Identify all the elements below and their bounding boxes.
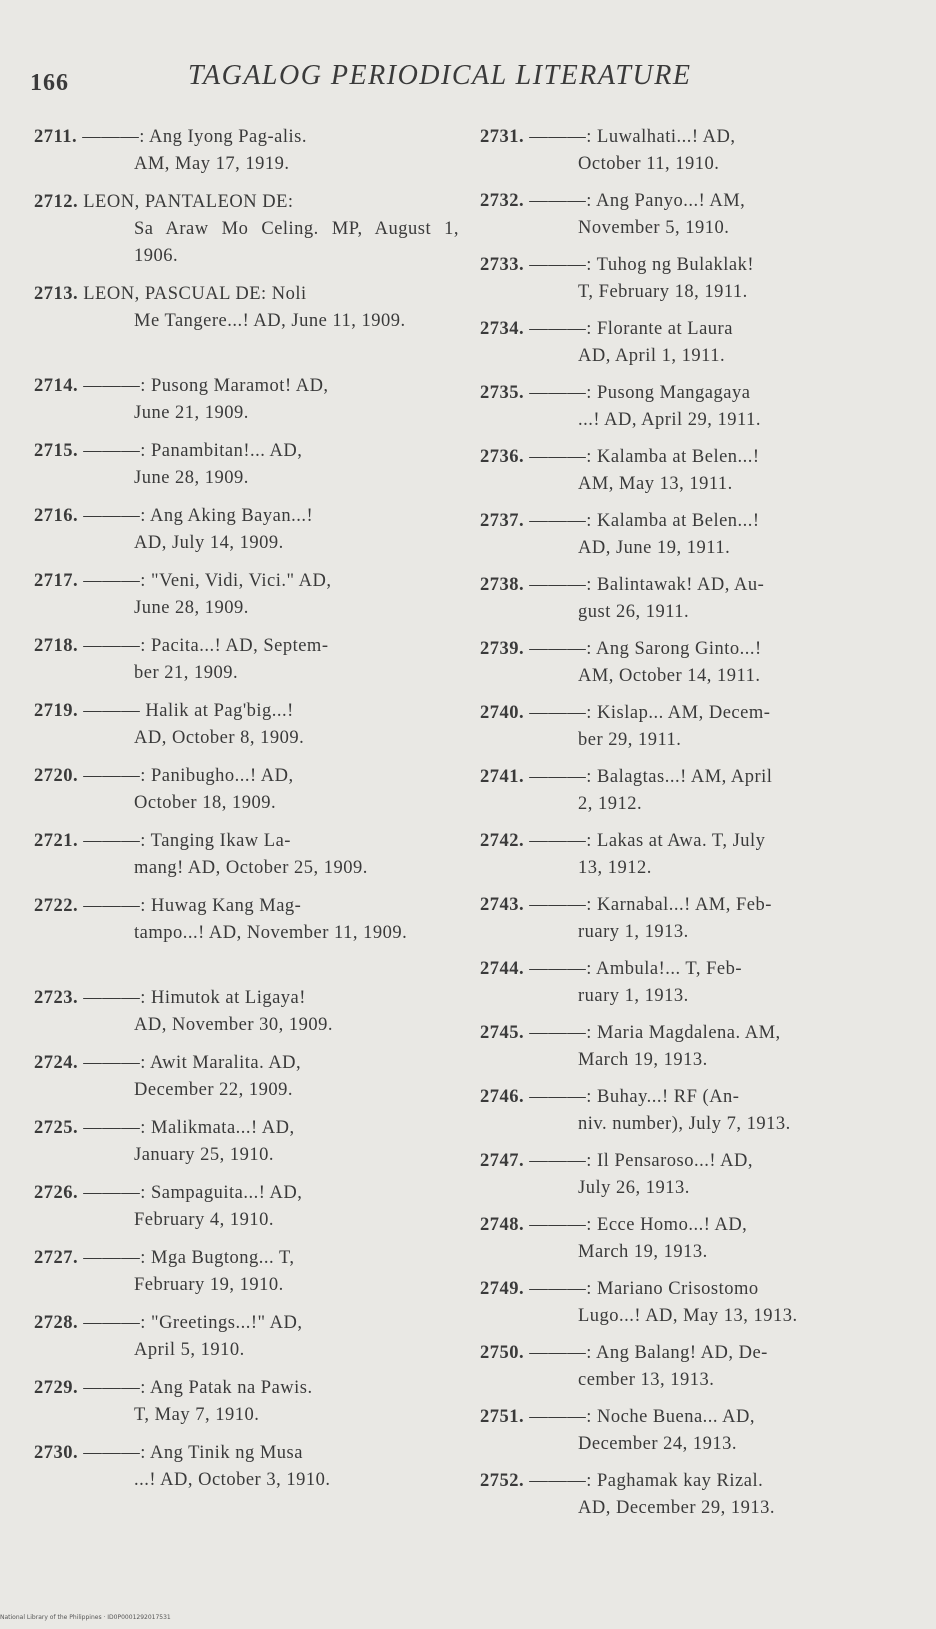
entry-text: ———: Panibugho...! AD,	[83, 766, 294, 786]
entry-first-line	[34, 1375, 459, 1402]
entry-continuation: AM, October 14, 1911.	[578, 666, 761, 686]
entry-continuation: January 25, 1910.	[134, 1145, 275, 1165]
entry-first-line	[34, 503, 459, 530]
entry-number: 2725.	[34, 1118, 79, 1138]
entry-text: ———: Noche Buena... AD,	[529, 1407, 756, 1427]
entry-continuation: March 19, 1913.	[578, 1242, 708, 1262]
entry-continuation: ruary 1, 1913.	[578, 922, 689, 942]
entry-continuation: niv. number), July 7, 1913.	[578, 1114, 791, 1134]
bibliography-entry	[480, 1404, 915, 1468]
bibliography-entry	[480, 1148, 915, 1212]
entry-text: ———: Maria Magdalena. AM,	[529, 1023, 781, 1043]
entry-continuation: Me Tangere...! AD, June 11, 1909.	[134, 311, 406, 331]
entry-continuation: June 21, 1909.	[134, 403, 249, 423]
entry-number: 2739.	[480, 639, 525, 659]
entry-first-line	[480, 124, 915, 151]
entry-continuation: Sa Araw Mo Celing. MP, August 1, 1906.	[134, 219, 459, 266]
entry-text: ———: Awit Maralita. AD,	[83, 1053, 302, 1073]
entry-text: ———: Ang Sarong Ginto...!	[529, 639, 762, 659]
entry-number: 2712.	[34, 192, 79, 212]
entry-number: 2745.	[480, 1023, 525, 1043]
entry-continuation: ber 21, 1909.	[134, 663, 239, 683]
entry-continuation: February 19, 1910.	[134, 1275, 284, 1295]
bibliography-entry	[34, 985, 459, 1050]
entry-first-line	[480, 700, 915, 727]
entry-continuation: T, May 7, 1910.	[134, 1405, 260, 1425]
entry-first-line	[34, 633, 459, 660]
entry-text: ———: Balagtas...! AM, April	[529, 767, 773, 787]
entry-number: 2749.	[480, 1279, 525, 1299]
entry-number: 2728.	[34, 1313, 79, 1333]
entry-text: ———: Balintawak! AD, Au-	[529, 575, 765, 595]
entry-continuation: 13, 1912.	[578, 858, 652, 878]
entry-number: 2751.	[480, 1407, 525, 1427]
entry-continuation: AM, May 13, 1911.	[578, 474, 733, 494]
entry-number: 2736.	[480, 447, 525, 467]
entry-first-line	[34, 1050, 459, 1077]
bibliography-entry	[480, 380, 915, 444]
right-column	[480, 124, 915, 1532]
entry-continuation: July 26, 1913.	[578, 1178, 690, 1198]
bibliography-entry	[34, 633, 459, 698]
page-number: 166	[30, 70, 69, 96]
entry-first-line	[34, 1245, 459, 1272]
page-header	[30, 60, 910, 104]
entry-first-line	[480, 892, 915, 919]
bibliography-entry	[34, 568, 459, 633]
bibliography-entry	[480, 444, 915, 508]
bibliography-entry	[480, 700, 915, 764]
entry-continuation: ...! AD, October 3, 1910.	[134, 1470, 331, 1490]
entry-text: ———: Kalamba at Belen...!	[529, 511, 760, 531]
entry-number: 2727.	[34, 1248, 79, 1268]
entry-first-line	[480, 956, 915, 983]
bibliography-entry	[480, 508, 915, 572]
entry-first-line	[34, 189, 459, 216]
entry-continuation: December 22, 1909.	[134, 1080, 294, 1100]
entry-first-line	[34, 568, 459, 595]
entry-text: ———: Sampaguita...! AD,	[83, 1183, 303, 1203]
entry-text: ———: Kalamba at Belen...!	[529, 447, 760, 467]
bibliography-entry	[480, 124, 915, 188]
entry-text: ———: Malikmata...! AD,	[83, 1118, 295, 1138]
entry-number: 2740.	[480, 703, 525, 723]
bibliography-entry	[34, 828, 459, 893]
entry-text: ———: Pacita...! AD, Septem-	[83, 636, 329, 656]
entry-continuation: March 19, 1913.	[578, 1050, 708, 1070]
bibliography-entry	[34, 1440, 459, 1505]
entry-text: ———: Ang Patak na Pawis.	[83, 1378, 313, 1398]
entry-text: ———: Mga Bugtong... T,	[83, 1248, 295, 1268]
entry-number: 2748.	[480, 1215, 525, 1235]
entry-number: 2717.	[34, 571, 79, 591]
entry-first-line	[34, 281, 459, 308]
entry-text: ———: Ang Balang! AD, De-	[529, 1343, 768, 1363]
entry-text: ———: Ang Tinik ng Musa	[83, 1443, 303, 1463]
entry-number: 2723.	[34, 988, 79, 1008]
entry-first-line	[480, 316, 915, 343]
entry-first-line	[480, 1404, 915, 1431]
entry-first-line	[34, 373, 459, 400]
entry-number: 2730.	[34, 1443, 79, 1463]
entry-text: ———: Himutok at Ligaya!	[83, 988, 306, 1008]
entry-number: 2750.	[480, 1343, 525, 1363]
entry-continuation: June 28, 1909.	[134, 598, 249, 618]
entry-text: ———: Huwag Kang Mag-	[83, 896, 302, 916]
entry-first-line	[480, 764, 915, 791]
entry-text: ———: Ambula!... T, Feb-	[529, 959, 743, 979]
entry-text: ———: Tuhog ng Bulaklak!	[529, 255, 755, 275]
entry-first-line	[480, 1340, 915, 1367]
bibliography-entry	[480, 956, 915, 1020]
entry-first-line	[480, 572, 915, 599]
entry-continuation: mang! AD, October 25, 1909.	[134, 858, 368, 878]
bibliography-entry	[34, 373, 459, 438]
entry-number: 2719.	[34, 701, 79, 721]
entry-text: ———: Buhay...! RF (An-	[529, 1087, 740, 1107]
entry-first-line	[34, 1310, 459, 1337]
bibliography-entry	[480, 636, 915, 700]
entry-text: LEON, PASCUAL DE: Noli	[83, 284, 307, 304]
entry-continuation: AM, May 17, 1919.	[134, 154, 290, 174]
entry-first-line	[480, 1468, 915, 1495]
entry-first-line	[34, 124, 459, 151]
bibliography-entry	[34, 438, 459, 503]
entry-number: 2744.	[480, 959, 525, 979]
entry-number: 2714.	[34, 376, 79, 396]
bibliography-entry	[480, 764, 915, 828]
entry-number: 2747.	[480, 1151, 525, 1171]
entry-continuation: T, February 18, 1911.	[578, 282, 748, 302]
entry-first-line	[34, 438, 459, 465]
entry-continuation: cember 13, 1913.	[578, 1370, 715, 1390]
bibliography-entry	[34, 698, 459, 763]
entry-text: ———: Paghamak kay Rizal.	[529, 1471, 764, 1491]
entry-number: 2742.	[480, 831, 525, 851]
bibliography-entry	[480, 1212, 915, 1276]
entry-continuation: April 5, 1910.	[134, 1340, 245, 1360]
entry-continuation: October 11, 1910.	[578, 154, 720, 174]
entry-first-line	[480, 252, 915, 279]
bibliography-entry	[34, 1375, 459, 1440]
entry-continuation: February 4, 1910.	[134, 1210, 275, 1230]
bibliography-entry	[34, 1115, 459, 1180]
entry-continuation: AD, October 8, 1909.	[134, 728, 305, 748]
entry-continuation: gust 26, 1911.	[578, 602, 690, 622]
entry-number: 2729.	[34, 1378, 79, 1398]
entry-first-line	[480, 444, 915, 471]
bibliography-entry	[34, 1180, 459, 1245]
bibliography-entry	[480, 1468, 915, 1532]
bibliography-entry	[480, 316, 915, 380]
bibliography-entry	[480, 188, 915, 252]
entry-first-line	[480, 1084, 915, 1111]
entry-text: ———: Kislap... AM, Decem-	[529, 703, 771, 723]
entry-number: 2711.	[34, 127, 78, 147]
entry-continuation: ...! AD, April 29, 1911.	[578, 410, 761, 430]
entry-number: 2722.	[34, 896, 79, 916]
entry-first-line	[480, 1212, 915, 1239]
entry-text: ———: Ecce Homo...! AD,	[529, 1215, 748, 1235]
entry-text: ———: Panambitan!... AD,	[83, 441, 303, 461]
entry-continuation: ber 29, 1911.	[578, 730, 682, 750]
entry-number: 2734.	[480, 319, 525, 339]
entry-first-line	[480, 636, 915, 663]
entry-number: 2718.	[34, 636, 79, 656]
bibliography-entry	[34, 503, 459, 568]
entry-text: ———: Luwalhati...! AD,	[529, 127, 736, 147]
entry-text: ———: Tanging Ikaw La-	[83, 831, 291, 851]
bibliography-entry	[480, 892, 915, 956]
entry-continuation: October 18, 1909.	[134, 793, 277, 813]
entry-number: 2726.	[34, 1183, 79, 1203]
entry-first-line	[34, 828, 459, 855]
bibliography-entry	[480, 1276, 915, 1340]
entry-text: ———: Karnabal...! AM, Feb-	[529, 895, 772, 915]
bibliography-entry	[34, 124, 459, 189]
entry-continuation: tampo...! AD, November 11, 1909.	[134, 923, 408, 943]
entry-first-line	[34, 698, 459, 725]
entry-text: ———: Florante at Laura	[529, 319, 733, 339]
entry-text: ——— Halik at Pag'big...!	[83, 701, 294, 721]
bibliography-entry	[34, 1310, 459, 1375]
entry-number: 2724.	[34, 1053, 79, 1073]
entry-number: 2738.	[480, 575, 525, 595]
entry-text: ———: Lakas at Awa. T, July	[529, 831, 766, 851]
entry-number: 2746.	[480, 1087, 525, 1107]
entry-number: 2716.	[34, 506, 79, 526]
entry-first-line	[34, 893, 459, 920]
entry-number: 2741.	[480, 767, 525, 787]
entry-first-line	[480, 380, 915, 407]
bibliography-entry	[480, 572, 915, 636]
entry-continuation: AD, July 14, 1909.	[134, 533, 284, 553]
bibliography-entry	[480, 828, 915, 892]
left-column	[34, 124, 459, 1505]
entry-first-line	[34, 1115, 459, 1142]
entry-first-line	[480, 1148, 915, 1175]
entry-number: 2732.	[480, 191, 525, 211]
entry-text: ———: Ang Panyo...! AM,	[529, 191, 746, 211]
entry-continuation: Lugo...! AD, May 13, 1913.	[578, 1306, 798, 1326]
entry-number: 2733.	[480, 255, 525, 275]
entry-continuation: June 28, 1909.	[134, 468, 249, 488]
entry-text: ———: Pusong Mangagaya	[529, 383, 751, 403]
bibliography-entry	[34, 1050, 459, 1115]
entry-first-line	[34, 985, 459, 1012]
entry-first-line	[480, 828, 915, 855]
bibliography-entry	[480, 1340, 915, 1404]
entry-first-line	[480, 188, 915, 215]
entry-number: 2743.	[480, 895, 525, 915]
bibliography-entry	[480, 252, 915, 316]
bibliography-entry	[34, 893, 459, 985]
entry-number: 2720.	[34, 766, 79, 786]
entry-continuation: AD, June 19, 1911.	[578, 538, 731, 558]
entry-first-line	[34, 1440, 459, 1467]
bibliography-entry	[34, 189, 459, 281]
footer-credit: National Library of the Philippines · ID0P0001292017531	[0, 1614, 171, 1621]
entry-text: ———: Mariano Crisostomo	[529, 1279, 759, 1299]
entry-continuation: AD, April 1, 1911.	[578, 346, 726, 366]
entry-text: ———: Il Pensaroso...! AD,	[529, 1151, 753, 1171]
entry-continuation: AD, November 30, 1909.	[134, 1015, 334, 1035]
entry-number: 2731.	[480, 127, 525, 147]
entry-text: LEON, PANTALEON DE:	[83, 192, 294, 212]
entry-text: ———: "Veni, Vidi, Vici." AD,	[83, 571, 332, 591]
bibliography-entry	[34, 281, 459, 373]
entry-number: 2715.	[34, 441, 79, 461]
entry-first-line	[480, 1020, 915, 1047]
entry-continuation: December 24, 1913.	[578, 1434, 738, 1454]
page-title: TAGALOG PERIODICAL LITERATURE	[188, 60, 692, 91]
entry-first-line	[34, 1180, 459, 1207]
bibliography-entry	[480, 1020, 915, 1084]
entry-continuation: ruary 1, 1913.	[578, 986, 689, 1006]
entry-first-line	[480, 1276, 915, 1303]
entry-number: 2721.	[34, 831, 79, 851]
entry-continuation: November 5, 1910.	[578, 218, 730, 238]
entry-continuation: AD, December 29, 1913.	[578, 1498, 775, 1518]
entry-text: ———: Pusong Maramot! AD,	[83, 376, 329, 396]
entry-text: ———: Ang Iyong Pag-alis.	[82, 127, 307, 147]
bibliography-entry	[480, 1084, 915, 1148]
entry-number: 2713.	[34, 284, 79, 304]
entry-first-line	[480, 508, 915, 535]
entry-text: ———: Ang Aking Bayan...!	[83, 506, 314, 526]
entry-number: 2752.	[480, 1471, 525, 1491]
bibliography-entry	[34, 763, 459, 828]
entry-number: 2735.	[480, 383, 525, 403]
entry-first-line	[34, 763, 459, 790]
bibliography-entry	[34, 1245, 459, 1310]
entry-continuation: 2, 1912.	[578, 794, 643, 814]
entry-text: ———: "Greetings...!" AD,	[83, 1313, 303, 1333]
entry-number: 2737.	[480, 511, 525, 531]
